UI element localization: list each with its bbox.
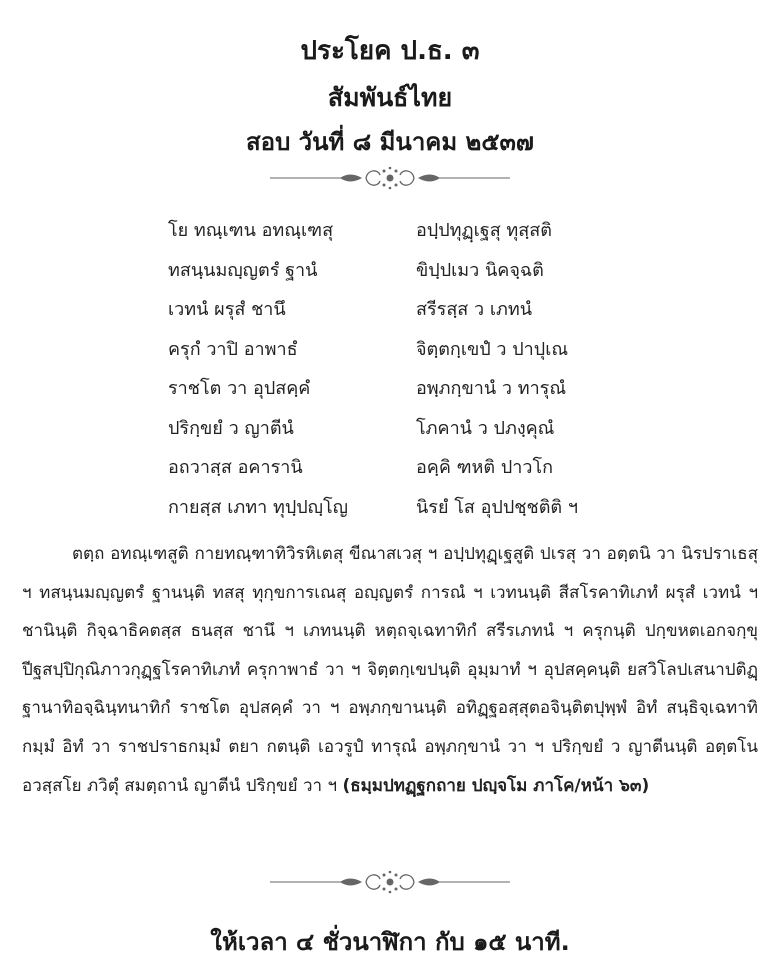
verse-first-half: กายสฺส เภทา ทุปฺปญฺโญ xyxy=(168,496,349,518)
verse-second-half: นิรยํ โส อุปปชฺชติติ ฯ xyxy=(416,496,578,518)
verse-second-half: อคฺคิ ฑหติ ปาวโก xyxy=(416,457,554,478)
exam-date: สอบ วันที่ ๘ มีนาคม ๒๕๓๗ xyxy=(246,128,534,156)
verse-second-half: อพฺภกฺขานํ ว ทารุณํ xyxy=(416,378,567,399)
exam-title: ประโยค ป.ธ. ๓ xyxy=(300,36,480,66)
verse-second-half: อปฺปทุฏฺเฐสุ ทุสฺสติ xyxy=(416,220,552,241)
verse-first-half: ทสนฺนมญฺญตรํ ฐานํ xyxy=(168,259,318,281)
verse-second-half: สรีรสฺส ว เภทนํ xyxy=(416,299,533,320)
commentary-paragraph xyxy=(22,535,758,805)
verse-first-half: อถวาสฺส อคารานิ xyxy=(168,457,303,478)
time-allowed: ให้เวลา ๔ ชั่วนาฬิกา กับ ๑๕ นาที. xyxy=(210,928,570,956)
verse-second-half: จิตฺตกฺเขปํ ว ปาปุเณ xyxy=(416,338,569,360)
verse-first-half: ราชโต วา อุปสคฺคํ xyxy=(168,378,311,399)
exam-subtitle: สัมพันธ์ไทย xyxy=(327,83,453,112)
ornament-divider-bottom xyxy=(270,867,510,897)
verse-first-half: เวทนํ ผรุสํ ชานึ xyxy=(168,299,286,320)
verse-second-half: ขิปฺปเมว นิคจฺฉติ xyxy=(416,259,544,281)
verse-first-half: ปริกฺขยํ ว ญาตีนํ xyxy=(168,417,294,439)
verse-first-half: โย ทณฺเฑน อทณฺเฑสุ xyxy=(168,220,334,241)
verse-second-half: โภคานํ ว ปภงฺคุณํ xyxy=(416,417,555,439)
source-citation: (ธมฺมปทฏฺฐกถาย ปญฺจโม ภาโค/หน้า ๖๓) xyxy=(342,775,650,796)
commentary-text: ตตฺถ อทณฺเฑสูติ กายทณฺฑาทิวิรหิเตสุ ขีณาสเวสุ ฯ อปฺปทุฏฺเฐสูติ ปเรสุ วา อตฺตนิ วา นิรปราเธสุ ฯ ทสนฺนมญฺญตรํ ฐานนฺติ ทสสุ ทุกฺขการเณสุ อญฺญตรํ การณํ ฯ เวทนนฺติ สีสโรคาทิเภทํ ผรุสํ เวทนํ ฯ ชานินฺติ กิจฺฉาธิคตสฺส ธนสฺส ชานึ ฯ เภทนนฺติ หตฺถจฺเฉทาทิกํ สรีรเภทนํ ฯ ครุกนฺติ ปกฺขหตเอกจกฺขุปีฐสปฺปิกุณิภาวกุฏฺฐโรคาทิเภทํ ครุกาพาธํ วา ฯ จิตฺตกฺเขปนฺติ อุมฺมาทํ ฯ อุปสคฺคนฺติ ยสวิโลปเสนาปติฏฺฐานาทิอจฺฉินฺทนาทิกํ ราชโต อุปสคฺคํ วา ฯ อพฺภกฺขานนฺติ อทิฏฺฐอสฺสุตอจินฺติตปุพฺพํ อิทํ สนฺธิจฺเฉทาทิกมฺมํ อิทํ วา ราชปราธกมฺมํ ตยา กตนฺติ เอวรูปํ ทารุณํ อพฺภกฺขานํ วา ฯ ปริกฺขยํ ว ญาตีนนฺติ อตฺตโน อวสฺสโย ภวิตุํ สมตฺถานํ ญาตีนํ ปริกฺขยํ วา ฯ xyxy=(22,544,758,796)
ornament-divider-top xyxy=(270,163,510,193)
verse-first-half: ครุกํ วาปิ อาพาธํ xyxy=(168,338,298,360)
